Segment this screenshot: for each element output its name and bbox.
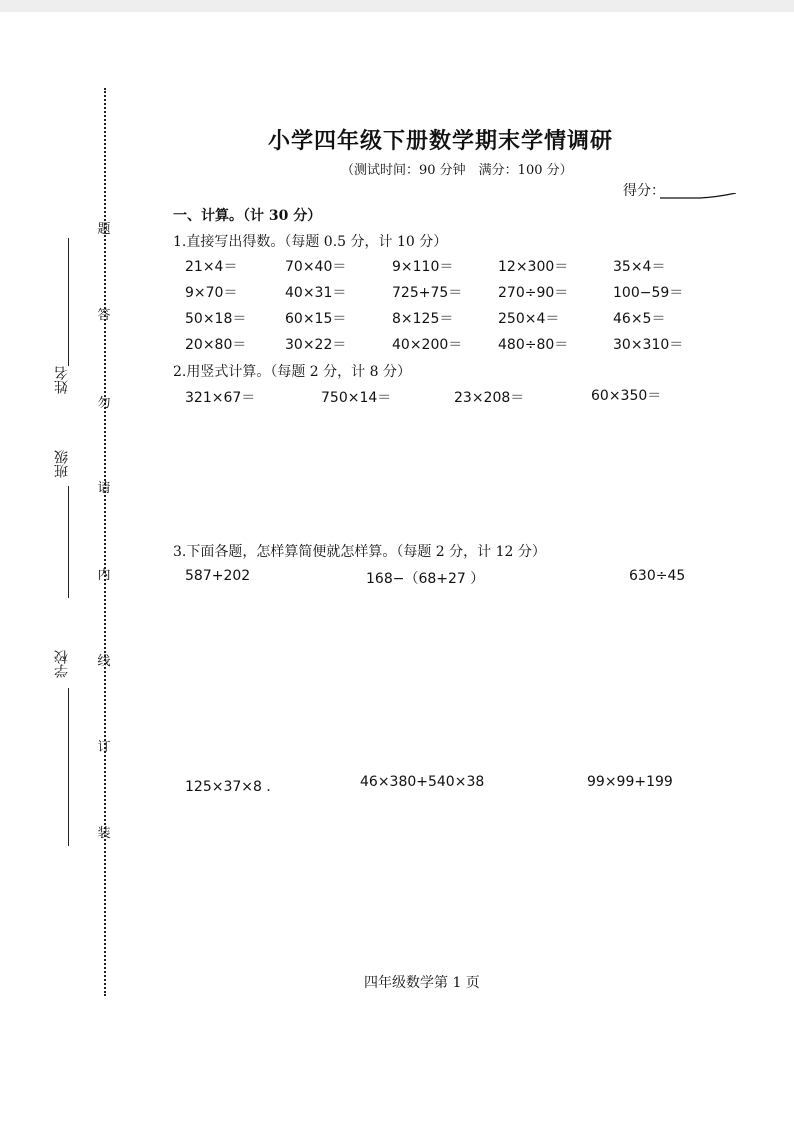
class-blank-line[interactable] [68,486,69,598]
score-blank-line[interactable] [660,193,736,199]
mental-math-item: 30×22＝ [285,337,347,353]
mental-math-item: 40×200＝ [392,337,463,353]
mental-math-item: 9×70＝ [185,285,238,301]
mental-math-item: 50×18＝ [185,311,247,327]
vertical-calc-item: 60×350＝ [591,388,662,404]
binding-notice-char: 装 [97,826,111,841]
mental-math-item: 480÷80＝ [498,337,569,353]
simplify-calc-item: 99×99+199 [587,774,673,790]
simplify-calc-item: 168−（68+27 ） [366,571,485,587]
mental-math-item: 9×110＝ [392,259,454,275]
section-1-title: 一、计算。（计 30 分） [173,208,322,224]
vertical-calc-item: 750×14＝ [321,390,392,406]
binding-notice-char: 请 [97,481,111,496]
class-label: 班级 [54,450,70,478]
name-blank-line[interactable] [68,238,69,366]
exam-info: （测试时间：90 分钟 满分：100 分） [341,163,573,178]
binding-notice-char: 线 [97,654,111,669]
mental-math-item: 35×4＝ [613,259,666,275]
vertical-calc-item: 23×208＝ [454,390,525,406]
simplify-calc-item: 46×380+540×38 [360,774,485,790]
page-footer: 四年级数学第 1 页 [364,975,480,991]
mental-math-item: 30×310＝ [613,337,684,353]
part-2-title: 2.用竖式计算。（每题 2 分，计 8 分） [173,364,411,380]
simplify-calc-item: 630÷45 [629,568,686,584]
binding-notice-char: 题 [97,222,111,237]
name-label: 姓名 [54,366,70,394]
mental-math-item: 40×31＝ [285,285,347,301]
page-top-edge [0,0,794,12]
part-3-title: 3.下面各题，怎样算简便就怎样算。（每题 2 分，计 12 分） [173,544,546,560]
school-blank-line[interactable] [68,688,69,846]
simplify-calc-item: 125×37×8 ． [185,779,281,795]
binding-notice-char: 答 [97,308,111,323]
mental-math-item: 12×300＝ [498,259,569,275]
binding-notice-char: 勿 [97,396,111,411]
mental-math-item: 250×4＝ [498,311,560,327]
mental-math-item: 46×5＝ [613,311,666,327]
score-label: 得分： [623,183,665,199]
school-label: 学校 [54,650,70,678]
mental-math-item: 20×80＝ [185,337,247,353]
binding-notice-char: 内 [97,568,111,583]
vertical-calc-item: 321×67＝ [185,390,256,406]
mental-math-item: 725+75＝ [392,285,463,301]
part-1-title: 1.直接写出得数。（每题 0.5 分，计 10 分） [173,234,448,250]
mental-math-item: 21×4＝ [185,259,238,275]
binding-notice-char: 订 [97,740,111,755]
mental-math-item: 8×125＝ [392,311,454,327]
mental-math-item: 100−59＝ [613,285,684,301]
simplify-calc-item: 587+202 [185,568,251,584]
mental-math-item: 270÷90＝ [498,285,569,301]
mental-math-item: 60×15＝ [285,311,347,327]
mental-math-item: 70×40＝ [285,259,347,275]
page-title: 小学四年级下册数学期末学情调研 [268,128,614,154]
